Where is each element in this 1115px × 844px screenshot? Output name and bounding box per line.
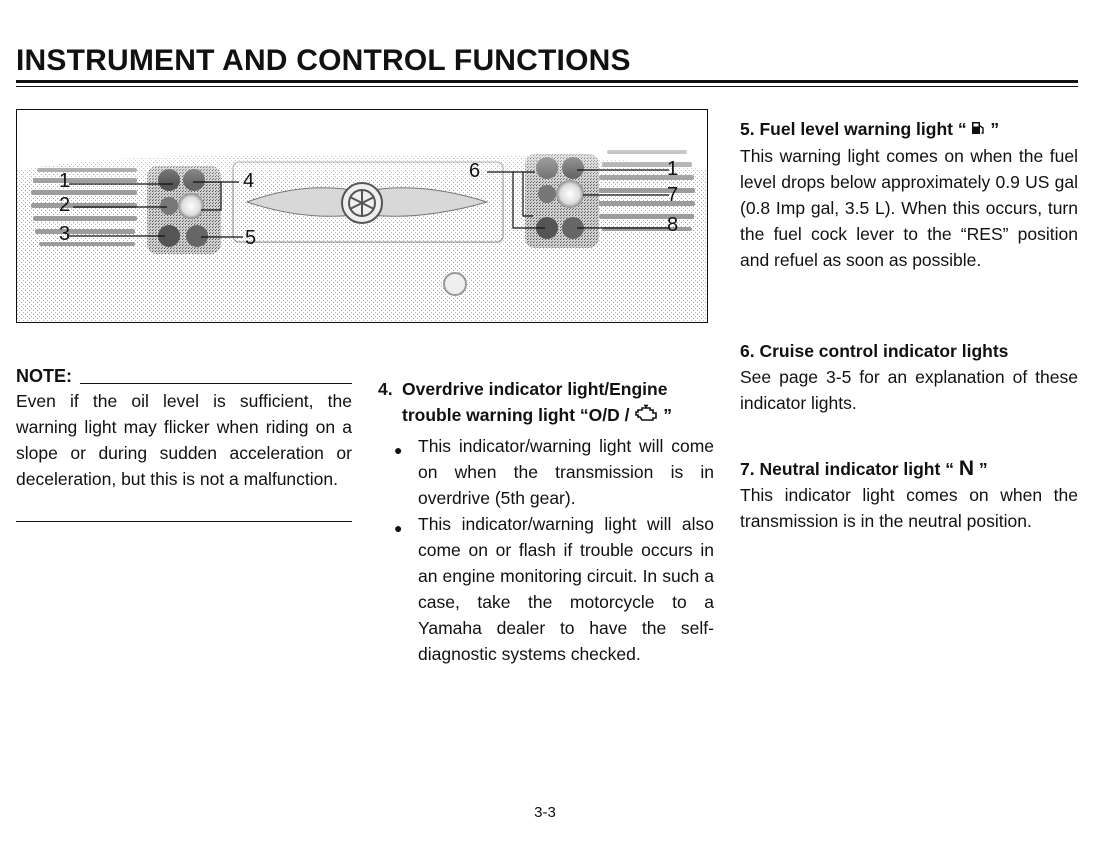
section-7-heading bbox=[740, 456, 1078, 482]
instrument-panel-figure bbox=[16, 109, 708, 323]
page-title: INSTRUMENT AND CONTROL FUNCTIONS bbox=[16, 44, 631, 77]
section-6 bbox=[740, 338, 1078, 416]
section-6-number: 6. bbox=[740, 341, 755, 361]
section-7-title-suffix: ” bbox=[973, 459, 988, 479]
section-4-bullets bbox=[378, 433, 714, 667]
bullet-icon: ● bbox=[394, 520, 403, 537]
section-6-body: See page 3-5 for an explanation of these indicator lights. bbox=[740, 367, 1078, 413]
callout-5: 5 bbox=[245, 227, 257, 249]
section-4-bullet-1: This indicator/warning light will come on when the transmission is in overdrive (5th gear). bbox=[418, 436, 714, 509]
callout-4: 4 bbox=[243, 170, 255, 192]
section-5-body: This warning light comes on when the fuel level drops below approximately 0.9 US gal (0.8 Imp gal, 3.5 L). When this occurs, turn the fuel cock lever to the “RES” position and refuel as soon as possible. bbox=[740, 146, 1078, 271]
title-rule-thin bbox=[16, 86, 1078, 87]
engine-warning-icon bbox=[634, 403, 658, 429]
callout-1-right: 1 bbox=[667, 158, 679, 180]
section-4-bullet-2: This indicator/warning light will also come on or flash if trouble occurs in an engine monitoring circuit. In such a case, take the motorcycle to a Yamaha dealer to have the self-diagnostic systems checked. bbox=[418, 514, 714, 665]
neutral-symbol: N bbox=[958, 457, 974, 480]
section-5-number: 5. bbox=[740, 119, 755, 139]
callout-6: 6 bbox=[469, 160, 481, 182]
section-5-heading bbox=[740, 116, 1078, 143]
page-number: 3-3 bbox=[534, 804, 556, 821]
list-item bbox=[378, 511, 714, 667]
note-title: NOTE: bbox=[16, 366, 72, 386]
callout-1-left: 1 bbox=[59, 170, 71, 192]
note-rule-bottom bbox=[16, 521, 352, 522]
instrument-panel-illustration bbox=[17, 110, 708, 323]
section-4-heading bbox=[378, 376, 714, 429]
section-5-title-prefix: Fuel level warning light “ bbox=[759, 119, 972, 139]
section-4-title-line2-prefix: trouble warning light “O/D / bbox=[402, 405, 635, 425]
callout-8: 8 bbox=[667, 214, 679, 236]
bullet-icon: ● bbox=[394, 442, 403, 459]
section-4-title-line2-suffix: ” bbox=[658, 405, 672, 425]
callout-7: 7 bbox=[667, 184, 679, 206]
note-body: Even if the oil level is sufficient, the warning light may flicker when riding on a slope or during sudden acceleration or deceleration, but this is not a malfunction. bbox=[16, 391, 352, 489]
section-7-body: This indicator light comes on when the transmission is in the neutral position. bbox=[740, 485, 1078, 531]
section-7-title-prefix: Neutral indicator light “ bbox=[759, 459, 959, 479]
section-6-title: Cruise control indicator lights bbox=[759, 341, 1009, 361]
note-rule-top bbox=[80, 383, 352, 384]
section-5 bbox=[740, 116, 1078, 273]
fuel-pump-icon bbox=[971, 117, 985, 143]
section-6-heading bbox=[740, 338, 1078, 364]
section-7 bbox=[740, 456, 1078, 534]
section-4-number: 4. bbox=[378, 379, 393, 399]
section-5-title-suffix: ” bbox=[985, 119, 1000, 139]
section-4 bbox=[378, 376, 714, 667]
title-rule bbox=[16, 80, 1078, 83]
callout-2: 2 bbox=[59, 194, 71, 216]
section-4-title-line1: Overdrive indicator light/Engine bbox=[402, 379, 668, 399]
callout-3: 3 bbox=[59, 223, 71, 245]
list-item bbox=[378, 433, 714, 511]
section-7-number: 7. bbox=[740, 459, 755, 479]
